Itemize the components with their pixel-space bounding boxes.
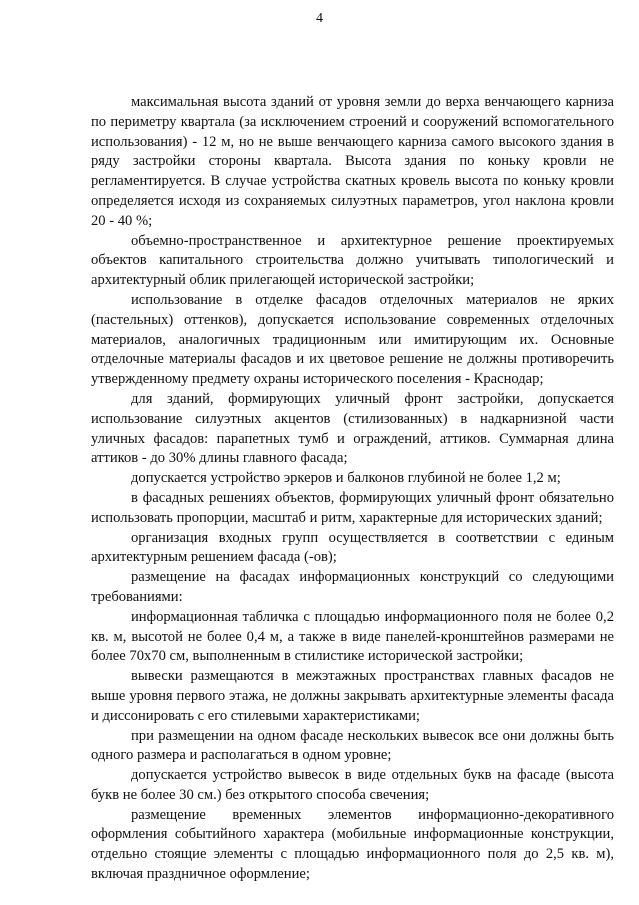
document-body (91, 93, 614, 885)
paragraph-signboards-placement: вывески размещаются в межэтажных пространствах главных фасадов не выше уровня первого этажа, не должны закрывать архитектурные элементы фасада и диссонировать с его стилевыми характеристиками; (91, 668, 614, 724)
paragraph-silhouette-accents: для зданий, формирующих уличный фронт застройки, допускается использование силуэтных акцентов (стилизованных) в надкарнизной части уличных фасадов: парапетных тумб и ограждений, аттиков. Суммарная длина аттиков - до 30% длины главного фасада; (91, 390, 614, 467)
paragraph-entrance-groups: организация входных групп осуществляется в соответствии с единым архитектурным решением фасада (-ов); (91, 529, 614, 566)
page-number: 4 (316, 11, 323, 26)
paragraph-letter-signboards: допускается устройство вывесок в виде отдельных букв на фасаде (высота букв не более 30 см.) без открытого способа свечения; (91, 767, 614, 803)
paragraph-facade-materials: использование в отделке фасадов отделочных материалов не ярких (пастельных) оттенков), допускается использование современных отделочных материалов, аналогичных традиционным или имитирующим их. Основные отделочные материалы фасадов и их цветовое решение не должны противоречить утвержденному предмету охраны исторического поселения - Краснодар; (91, 291, 614, 388)
paragraph-multiple-signboards: при размещении на одном фасаде нескольких вывесок все они должны быть одного размера и располагаться в одном уровне; (91, 727, 614, 764)
paragraph-bay-windows: допускается устройство эркеров и балконов глубиной не более 1,2 м; (131, 470, 561, 487)
paragraph-facade-proportions: в фасадных решениях объектов, формирующих уличный фронт обязательно использовать пропорции, масштаб и ритм, характерные для исторических зданий; (91, 489, 614, 526)
paragraph-temporary-elements: размещение временных элементов информационно-декоративного оформления событийного характера (мобильные информационные конструкции, отдельно стоящие элементы с площадью информационного поля до 2,5 кв. м), включая праздничное оформление; (91, 806, 614, 883)
paragraph-info-structures: размещение на фасадах информационных конструкций со следующими требованиями: (91, 569, 614, 605)
paragraph-info-plate: информационная табличка с площадью информационного поля не более 0,2 кв. м, высотой не более 0,4 м, а также в виде панелей-кронштейнов размерами не более 70x70 см, выполненным в стилистике исторической застройки; (91, 608, 614, 665)
paragraph-max-height: максимальная высота зданий от уровня земли до верха венчающего карниза по периметру квартала (за исключением строений и сооружений вспомогательного использования) - 12 м, но не выше венчающего карниза самого высокого здания в ряду застройки стороны квартала. Высота здания по коньку кровли не регламентируется. В случае устройства скатных кровель высота по коньку кровли определяется исходя из сохраняемых силуэтных параметров, угол наклона кровли 20 - 40 %; (91, 94, 614, 229)
paragraph-spatial-solution: объемно-пространственное и архитектурное решение проектируемых объектов капитального строительства должно учитывать типологический и архитектурный облик прилегающей исторической застройки; (91, 232, 614, 289)
